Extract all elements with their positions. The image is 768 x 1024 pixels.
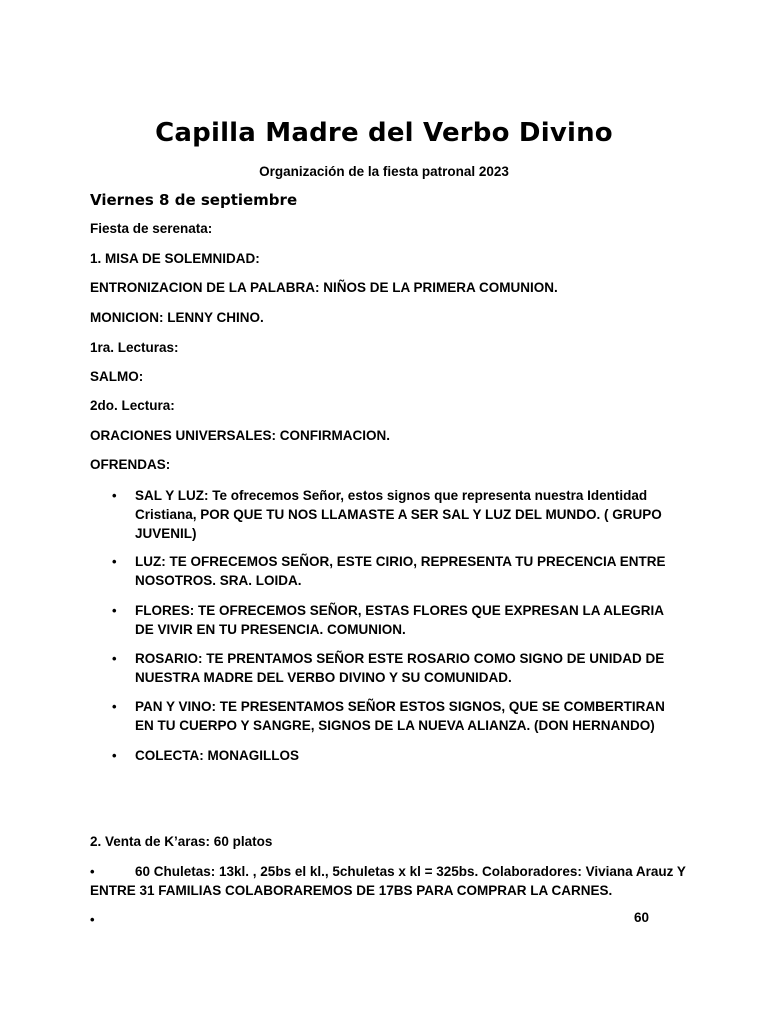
document-title: Capilla Madre del Verbo Divino: [155, 118, 613, 148]
list-item-text: COLECTA: MONAGILLOS: [135, 748, 299, 763]
text-line: ORACIONES UNIVERSALES: CONFIRMACION.: [90, 428, 391, 443]
text-line: SALMO:: [90, 369, 144, 384]
list-item-text: ROSARIO: TE PRENTAMOS SEÑOR ESTE ROSARIO COMO SIGNO DE UNIDAD DE NUESTRA MADRE DEL VERBO DIVINO Y SU COMUNIDAD.: [135, 651, 665, 685]
list-item: [90, 862, 690, 900]
list-item-text: LUZ: TE OFRECEMOS SEÑOR, ESTE CIRIO, REPRESENTA TU PRECENCIA ENTRE NOSOTROS. SRA. LOIDA.: [135, 554, 666, 588]
text-line: OFRENDAS:: [90, 457, 171, 472]
text-line: 2do. Lectura:: [90, 398, 175, 413]
bullet-icon: •: [112, 603, 117, 618]
day-heading: Viernes 8 de septiembre: [90, 191, 298, 209]
list-item-text: FLORES: TE OFRECEMOS SEÑOR, ESTAS FLORES QUE EXPRESAN LA ALEGRIA DE VIVIR EN TU PRESENCIA. COMUNION.: [135, 603, 664, 637]
bullet-icon: •: [112, 651, 117, 666]
text-line: ENTRONIZACION DE LA PALABRA: NIÑOS DE LA PRIMERA COMUNION.: [90, 280, 558, 295]
text-line: 1. MISA DE SOLEMNIDAD:: [90, 251, 260, 266]
text-line: 1ra. Lecturas:: [90, 340, 179, 355]
list-item-text: PAN Y VINO: TE PRESENTAMOS SEÑOR ESTOS SIGNOS, QUE SE COMBERTIRAN EN TU CUERPO Y SANGRE, SIGNOS DE LA NUEVA ALIANZA. (DON HERNANDO): [135, 699, 665, 733]
page-number: 60: [634, 910, 650, 925]
bullet-icon: •: [90, 864, 95, 879]
document-subtitle: Organización de la fiesta patronal 2023: [259, 164, 509, 179]
bullet-icon: •: [112, 748, 117, 763]
section-heading: 2. Venta de K’aras: 60 platos: [90, 834, 273, 849]
bullet-icon: •: [112, 488, 117, 503]
text-line: Fiesta de serenata:: [90, 221, 213, 236]
bullet-icon: •: [90, 912, 95, 927]
list-item-text: 60 Chuletas: 13kl. , 25bs el kl., 5chuletas x kl = 325bs. Colaboradores: Viviana Arauz Y ENTRE 31 FAMILIAS COLABORAREMOS DE 17BS PARA COMPRAR LA CARNES.: [90, 864, 686, 898]
bullet-icon: •: [112, 554, 117, 569]
bullet-icon: •: [112, 699, 117, 714]
list-item-text: SAL Y LUZ: Te ofrecemos Señor, estos signos que representa nuestra Identidad Cristiana, POR QUE TU NOS LLAMASTE A SER SAL Y LUZ DEL MUNDO. ( GRUPO JUVENIL): [135, 488, 662, 541]
text-line: MONICION: LENNY CHINO.: [90, 310, 264, 325]
